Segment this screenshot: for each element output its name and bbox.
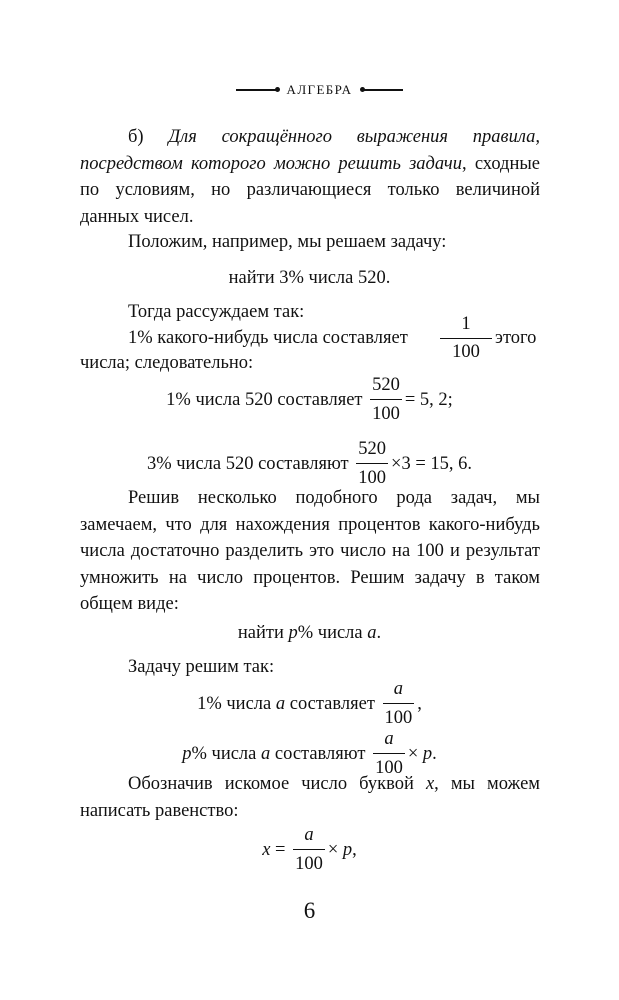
- eq5-equals: =: [275, 839, 286, 860]
- eq5-x: x: [262, 839, 271, 860]
- paragraph-b-italic: Для сокращённого выражения правила, посредством которого можно решить задачи: [80, 127, 540, 174]
- solve-text: Задачу решим так:: [128, 657, 275, 677]
- eq2-denominator: 100: [356, 463, 388, 488]
- running-header: [0, 80, 619, 100]
- eq5-denominator: 100: [293, 849, 325, 874]
- task2-end: .: [376, 623, 382, 643]
- equation-3: [0, 680, 619, 727]
- eq3-text2: составляет: [285, 693, 375, 714]
- paragraph-b-rest: , сходные по условиям, но различающиеся только величиной данных чисел.: [80, 153, 540, 227]
- header-rule-left: [236, 89, 277, 91]
- eq4-end: .: [432, 743, 437, 764]
- eq1-text: 1% числа 520 составляет: [166, 389, 363, 410]
- eq2-fraction: [356, 440, 388, 487]
- eq3-lead: [197, 691, 375, 717]
- header-dot-left: [275, 87, 280, 92]
- closing-x: x: [425, 774, 435, 794]
- task-example: найти 3% числа 520.: [228, 268, 391, 288]
- intro-text: Положим, например, мы решаем задачу:: [128, 232, 447, 252]
- eq3-fraction: [383, 680, 415, 727]
- eq1-denominator: 100: [370, 399, 402, 424]
- eq2-multiply: ×: [391, 453, 402, 474]
- eq3-numerator: a: [393, 679, 404, 699]
- eq4-numerator: a: [384, 729, 394, 749]
- eq2-result: = 15, 6.: [415, 453, 473, 474]
- eq4-a: a: [261, 743, 271, 764]
- equation-1: [0, 376, 619, 423]
- eq3-text1: 1% числа: [197, 693, 276, 714]
- eq1-numerator: 520: [372, 375, 400, 395]
- eq4-text1: % числа: [191, 743, 262, 764]
- task2-mid: % числа: [297, 623, 368, 643]
- task-general: [0, 620, 619, 646]
- task2-a: a: [367, 623, 377, 643]
- fraction-1-100: [440, 315, 492, 361]
- eq4-multiply: ×: [407, 743, 419, 764]
- eq4-factor: p: [422, 743, 433, 764]
- eq3-denominator: 100: [383, 703, 415, 728]
- eq4-denominator: 100: [373, 753, 405, 778]
- eq1-fraction: [370, 376, 402, 423]
- eq3-a: a: [275, 693, 286, 714]
- header-title: АЛГЕБРА: [286, 82, 353, 97]
- line-one-end: этого: [495, 328, 537, 348]
- line-one-start: 1% какого-нибудь числа составляет: [128, 328, 408, 348]
- eq2-numerator: 520: [358, 439, 387, 459]
- eq4-fraction: [373, 730, 405, 777]
- fraction-numerator: 1: [461, 314, 471, 334]
- eq4-lead: [182, 741, 365, 767]
- fraction-denominator: 100: [440, 338, 492, 362]
- eq2-text: 3% числа 520 составляют: [146, 453, 349, 474]
- task2-p: p: [288, 623, 298, 643]
- eq1-result: = 5, 2;: [404, 389, 453, 410]
- eq3-end: ,: [417, 693, 422, 714]
- eq4-p: p: [182, 743, 192, 764]
- task2-prefix: найти: [237, 623, 289, 643]
- paragraph-b-label: б): [128, 127, 169, 147]
- reason-text: Тогда рассуждаем так:: [128, 302, 305, 322]
- page-number: 6: [303, 898, 316, 923]
- eq5-fraction: [293, 826, 325, 873]
- general-paragraph: Решив несколько подобного рода задач, мы замечаем, что для нахождения процентов какого-нибудь числа достаточно разделить это число на 100 и результат умножить на число процентов. Решим задачу в таком общем виде:: [80, 488, 540, 614]
- equation-4: [0, 730, 619, 777]
- eq5-numerator: a: [304, 825, 314, 845]
- eq5-multiply: ×: [327, 839, 339, 860]
- line-one-percent: [128, 325, 408, 351]
- eq4-text2: составляют: [270, 743, 366, 764]
- paragraph-b: [80, 124, 540, 230]
- closing-paragraph: [80, 771, 540, 824]
- equation-2: [0, 440, 619, 487]
- eq2-factor: 3: [401, 453, 411, 474]
- closing-text2: , мы можем написать равенство:: [80, 774, 540, 821]
- header-rule-right: [364, 89, 403, 91]
- line-one-continuation: числа; следовательно:: [80, 353, 254, 373]
- eq5-factor: p: [342, 839, 353, 860]
- eq5-end: ,: [352, 839, 357, 860]
- closing-text1: Обозначив искомое число буквой: [128, 774, 426, 794]
- equation-5: [0, 826, 619, 873]
